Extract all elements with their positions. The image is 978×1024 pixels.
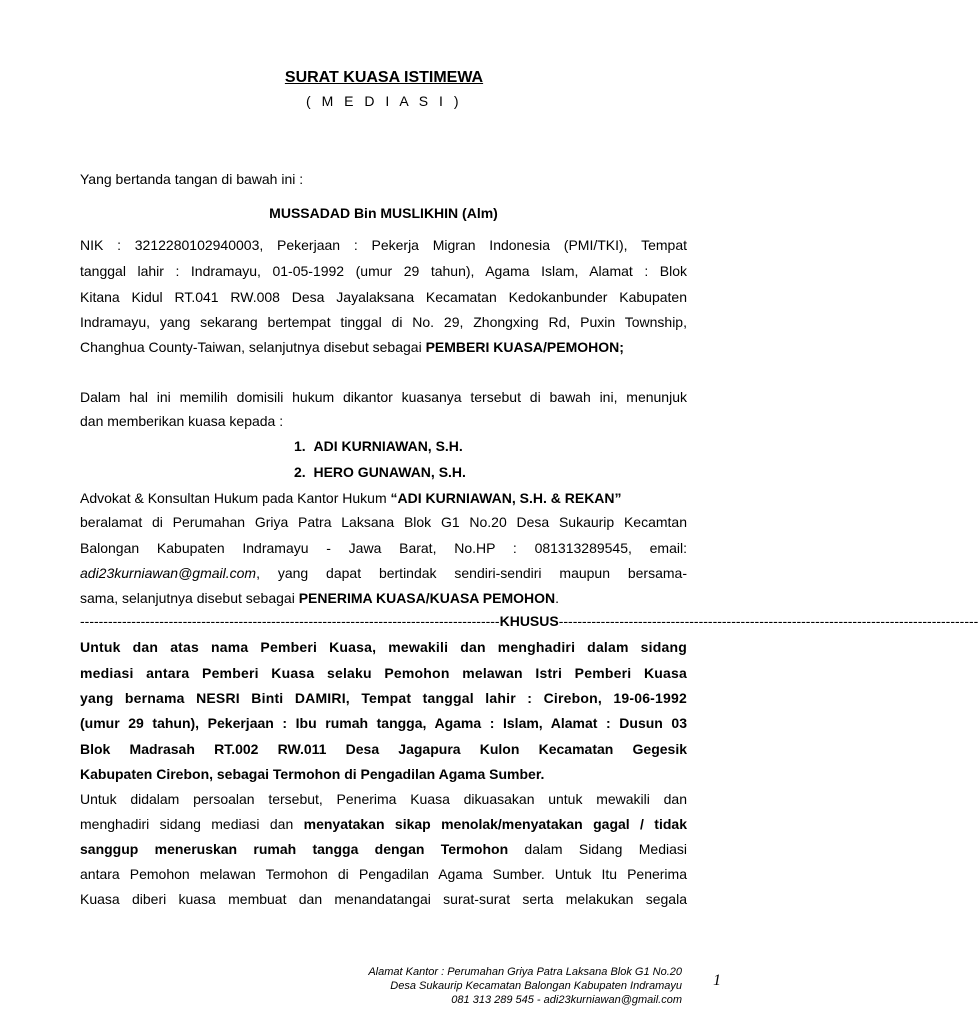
khusus-divider (80, 612, 978, 630)
firm-name: “ADI KURNIAWAN, S.H. & REKAN” (390, 490, 622, 506)
paragraph3-line-1: Untuk didalam persoalan tersebut, Penerima Kuasa dikuasakan untuk mewakili dan (80, 791, 687, 807)
email-link[interactable]: adi23kurniawan@gmail.com (80, 565, 257, 581)
khusus-line-2: mediasi antara Pemberi Kuasa selaku Pemohon melawan Istri Pemberi Kuasa (80, 665, 687, 681)
email-suffix: , yang dapat bertindak sendiri-sendiri maupun bersama- (256, 565, 687, 581)
khusus-line-6: Kabupaten Cirebon, sebagai Termohon di Pengadilan Agama Sumber. (80, 766, 545, 782)
divider-left: ------------------------------------------------------------------------------------------ (80, 613, 500, 629)
domicile-line-1: Dalam hal ini memilih domisili hukum dikantor kuasanya tersebut di bawah ini, menunjuk (80, 389, 687, 405)
divider-right: ------------------------------------------------------------------------------------------ (558, 613, 978, 629)
paragraph3-line-2-text: menghadiri sidang mediasi dan (80, 816, 304, 832)
recipient-line (80, 589, 687, 607)
domicile-line-2: dan memberikan kuasa kepada : (80, 413, 284, 429)
email-line (80, 564, 687, 582)
footer-line-3: 081 313 289 545 - adi23kurniawan@gmail.com (451, 994, 682, 1006)
firm-line (80, 489, 687, 507)
khusus-line-5: Blok Madrasah RT.002 RW.011 Desa Jagapura Kulon Kecamatan Gegesik (80, 741, 687, 757)
khusus-label: KHUSUS (499, 613, 559, 629)
grantor-line-3: Kitana Kidul RT.041 RW.008 Desa Jayalaksana Kecamatan Kedokanbunder Kabupaten (80, 289, 687, 305)
paragraph3-line-5: Kuasa diberi kuasa membuat dan menandatangai surat-surat serta melakukan segala (80, 891, 687, 907)
khusus-line-4: (umur 29 tahun), Pekerjaan : Ibu rumah tangga, Agama : Islam, Alamat : Dusun 03 (80, 715, 687, 731)
page-number: 1 (713, 972, 721, 989)
paragraph3-line-2-bold: menyatakan sikap menolak/menyatakan gagal / tidak (303, 816, 687, 832)
paragraph3-line-2 (80, 815, 687, 833)
intro-text: Yang bertanda tangan di bawah ini : (80, 171, 304, 187)
paragraph3-line-3 (80, 840, 687, 858)
grantor-line-5 (80, 338, 687, 356)
footer-line-1: Alamat Kantor : Perumahan Griya Patra Laksana Blok G1 No.20 (368, 966, 682, 978)
firm-address-line-2: Balongan Kabupaten Indramayu - Jawa Barat, No.HP : 081313289545, email: (80, 540, 687, 556)
grantor-line-1: NIK : 3212280102940003, Pekerjaan : Pekerja Migran Indonesia (PMI/TKI), Tempat (80, 237, 687, 253)
grantor-line-2: tanggal lahir : Indramayu, 01-05-1992 (umur 29 tahun), Agama Islam, Alamat : Blok (80, 263, 687, 279)
recipient-end: . (555, 590, 560, 606)
attorney-1-number: 1. (294, 438, 306, 454)
attorney-1 (294, 437, 594, 455)
paragraph3-line-4: antara Pemohon melawan Termohon di Pengadilan Agama Sumber. Untuk Itu Penerima (80, 866, 687, 882)
recipient-text: sama, selanjutnya disebut sebagai (80, 590, 299, 606)
attorney-1-name: ADI KURNIAWAN, S.H. (313, 438, 463, 454)
firm-prefix: Advokat & Konsultan Hukum pada Kantor Hukum (80, 490, 391, 506)
document-title: SURAT KUASA ISTIMEWA (284, 69, 484, 86)
grantor-designation-text: Changhua County-Taiwan, selanjutnya disebut sebagai (80, 339, 426, 355)
firm-address-line-1: beralamat di Perumahan Griya Patra Laksana Blok G1 No.20 Desa Sukaurip Kecamtan (80, 514, 687, 530)
attorney-2 (294, 463, 594, 481)
grantor-line-4: Indramayu, yang sekarang bertempat tinggal di No. 29, Zhongxing Rd, Puxin Township, (80, 314, 687, 330)
grantor-name: MUSSADAD Bin MUSLIKHIN (Alm) (269, 205, 498, 221)
khusus-line-3: yang bernama NESRI Binti DAMIRI, Tempat tanggal lahir : Cirebon, 19-06-1992 (80, 690, 687, 706)
document-subtitle: ( M E D I A S I ) (306, 93, 462, 109)
paragraph3-line-3-text: dalam Sidang Mediasi (508, 841, 687, 857)
attorney-2-number: 2. (294, 464, 306, 480)
paragraph3-line-3-bold: sanggup meneruskan rumah tangga dengan Termohon (80, 841, 509, 857)
recipient-designation: PENERIMA KUASA/KUASA PEMOHON (298, 590, 556, 606)
grantor-designation: PEMBERI KUASA/PEMOHON; (425, 339, 624, 355)
khusus-line-1: Untuk dan atas nama Pemberi Kuasa, mewakili dan menghadiri dalam sidang (80, 639, 687, 655)
footer-line-2: Desa Sukaurip Kecamatan Balongan Kabupaten Indramayu (390, 980, 682, 992)
attorney-2-name: HERO GUNAWAN, S.H. (313, 464, 466, 480)
